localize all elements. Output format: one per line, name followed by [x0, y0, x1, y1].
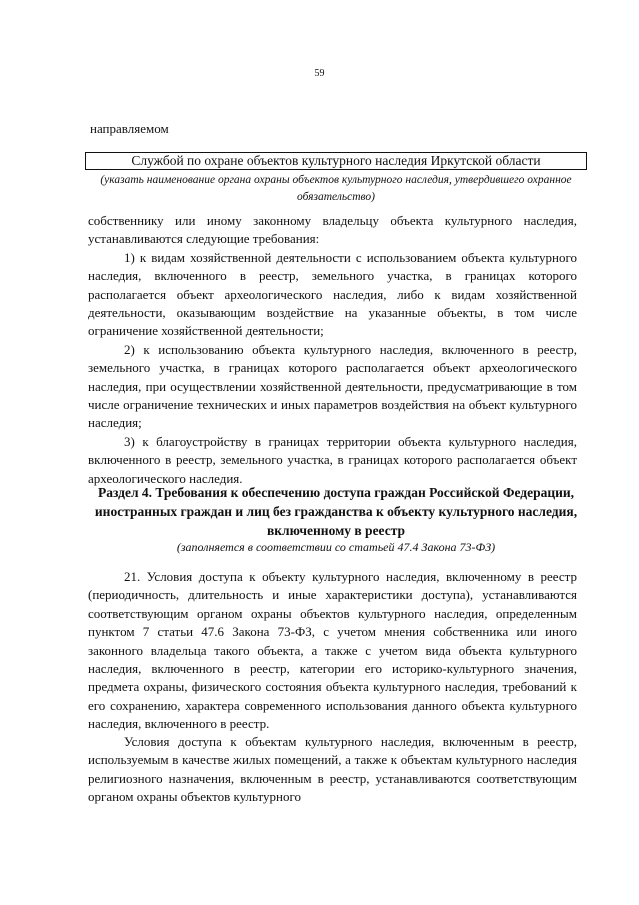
paragraph-access-conditions: Условия доступа к объектам культурного наследия, включенным в реестр, используемым в качестве жилых помещений, а также к объектам культурного наследия религиозного назначения, включенным в реестр, устанавливаются соответствующим органом охраны объектов культурного [88, 734, 577, 805]
requirement-item-2: 2) к использованию объекта культурного наследия, включенного в реестр, земельного участка, в границах которого располагается объект археологического наследия, при осуществлении хозяйственной деятельности, предусматривающие в том числе ограничение технических и иных параметров воздействия на объект культурного наследия; [88, 341, 577, 431]
paragraph-21: 21. Условия доступа к объекту культурного наследия, включенному в реестр (периодичность, длительность и иные характеристики доступа), устанавливаются соответствующим органом охраны объектов культурного наследия, определенным пунктом 7 статьи 47.6 Закона 73-ФЗ, с учетом мнения собственника или иного законного владельца такого объекта, а также с учетом вида объекта культурного наследия, включенного в реестр, категории его историко-культурного значения, предмета охраны, физического состояния объекта культурного наследия, требований к его сохранению, характера современного использования данного объекта культурного наследия, включенного в реестр. [88, 569, 577, 732]
requirement-item-3: 3) к благоустройству в границах территории объекта культурного наследия, включенного в реестр, земельного участка, в границах которого располагается объект археологического наследия. [88, 433, 577, 486]
section4-heading: Раздел 4. Требования к обеспечению доступа граждан Российской Федерации, иностранных граждан и лиц без гражданства к объекту культурного наследия, включенному в реестр [94, 485, 578, 538]
section4-note: (заполняется в соответствии со статьей 47.4 Закона 73-ФЗ) [176, 540, 496, 554]
page-number: 59 [314, 68, 325, 79]
requirement-item-1: 1) к видам хозяйственной деятельности с использованием объекта культурного наследия, включенного в реестр, земельного участка, в границах которого располагается объект археологического наследия, либо к видам хозяйственной деятельности, оказывающим воздействие на указанные объекты, в том числе ограничение хозяйственной деятельности; [88, 249, 577, 339]
section3-requirements [88, 212, 577, 488]
section3-intro: собственнику или иному законному владельцу объекта культурного наследия, устанавливаются следующие требования: [88, 213, 577, 247]
lead-word: направляемом [90, 121, 169, 136]
authority-name-hint: (указать наименование органа охраны объектов культурного наследия, утвердившего охранное обязательство) [100, 174, 572, 203]
paragraph-access-conditions-block [88, 733, 577, 807]
authority-name-field: Службой по охране объектов культурного наследия Иркутской области [85, 152, 587, 170]
paragraph-21-block [88, 568, 577, 734]
